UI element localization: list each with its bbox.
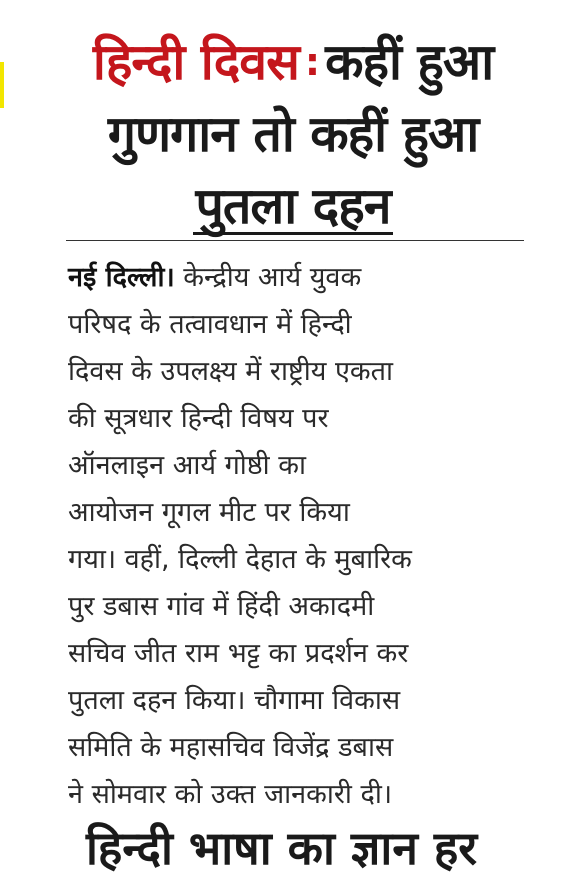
headline-separator: : — [304, 40, 320, 84]
article-line: दिवस के उपलक्ष्य में राष्ट्रीय एकता — [68, 356, 394, 387]
headline-line-2: गुणगान तो कहीं हुआ — [107, 105, 479, 163]
article-line: आयोजन गूगल मीट पर किया — [68, 497, 350, 528]
headline-line-3: पुतला दहन — [195, 177, 391, 235]
dateline: नई दिल्ली। — [68, 262, 175, 293]
article-line: की सूत्रधार हिन्दी विषय पर — [68, 403, 329, 434]
page-edge-marker — [0, 62, 4, 108]
article-line: पुतला दहन किया। चौगामा विकास — [68, 685, 401, 716]
article-line: ऑनलाइन आर्य गोष्ठी का — [68, 450, 306, 481]
next-article-headline: हिन्दी भाषा का ज्ञान हर — [86, 821, 478, 875]
headline-line-1 — [58, 26, 528, 98]
article-line: ने सोमवार को उक्त जानकारी दी। — [68, 779, 393, 810]
article-line: सचिव जीत राम भट्ट का प्रदर्शन कर — [68, 638, 409, 669]
article-headline — [58, 26, 528, 242]
headline-topic: हिन्दी दिवस — [92, 33, 299, 91]
article-body — [68, 254, 530, 818]
article-line: पुर डबास गांव में हिंदी अकादमी — [68, 591, 375, 622]
article-line: परिषद के तत्वावधान में हिन्दी — [68, 309, 352, 340]
article-line: समिति के महासचिव विजेंद्र डबास — [68, 732, 394, 763]
article-line-1-text: केन्द्रीय आर्य युवक — [183, 262, 362, 293]
article-line: गया। वहीं, दिल्ली देहात के मुबारिक — [68, 544, 412, 575]
headline-line-1-rest: कहीं हुआ — [325, 33, 494, 91]
article-line-1 — [68, 254, 530, 301]
headline-line-3-wrap — [58, 170, 528, 242]
headline-divider — [66, 240, 524, 241]
